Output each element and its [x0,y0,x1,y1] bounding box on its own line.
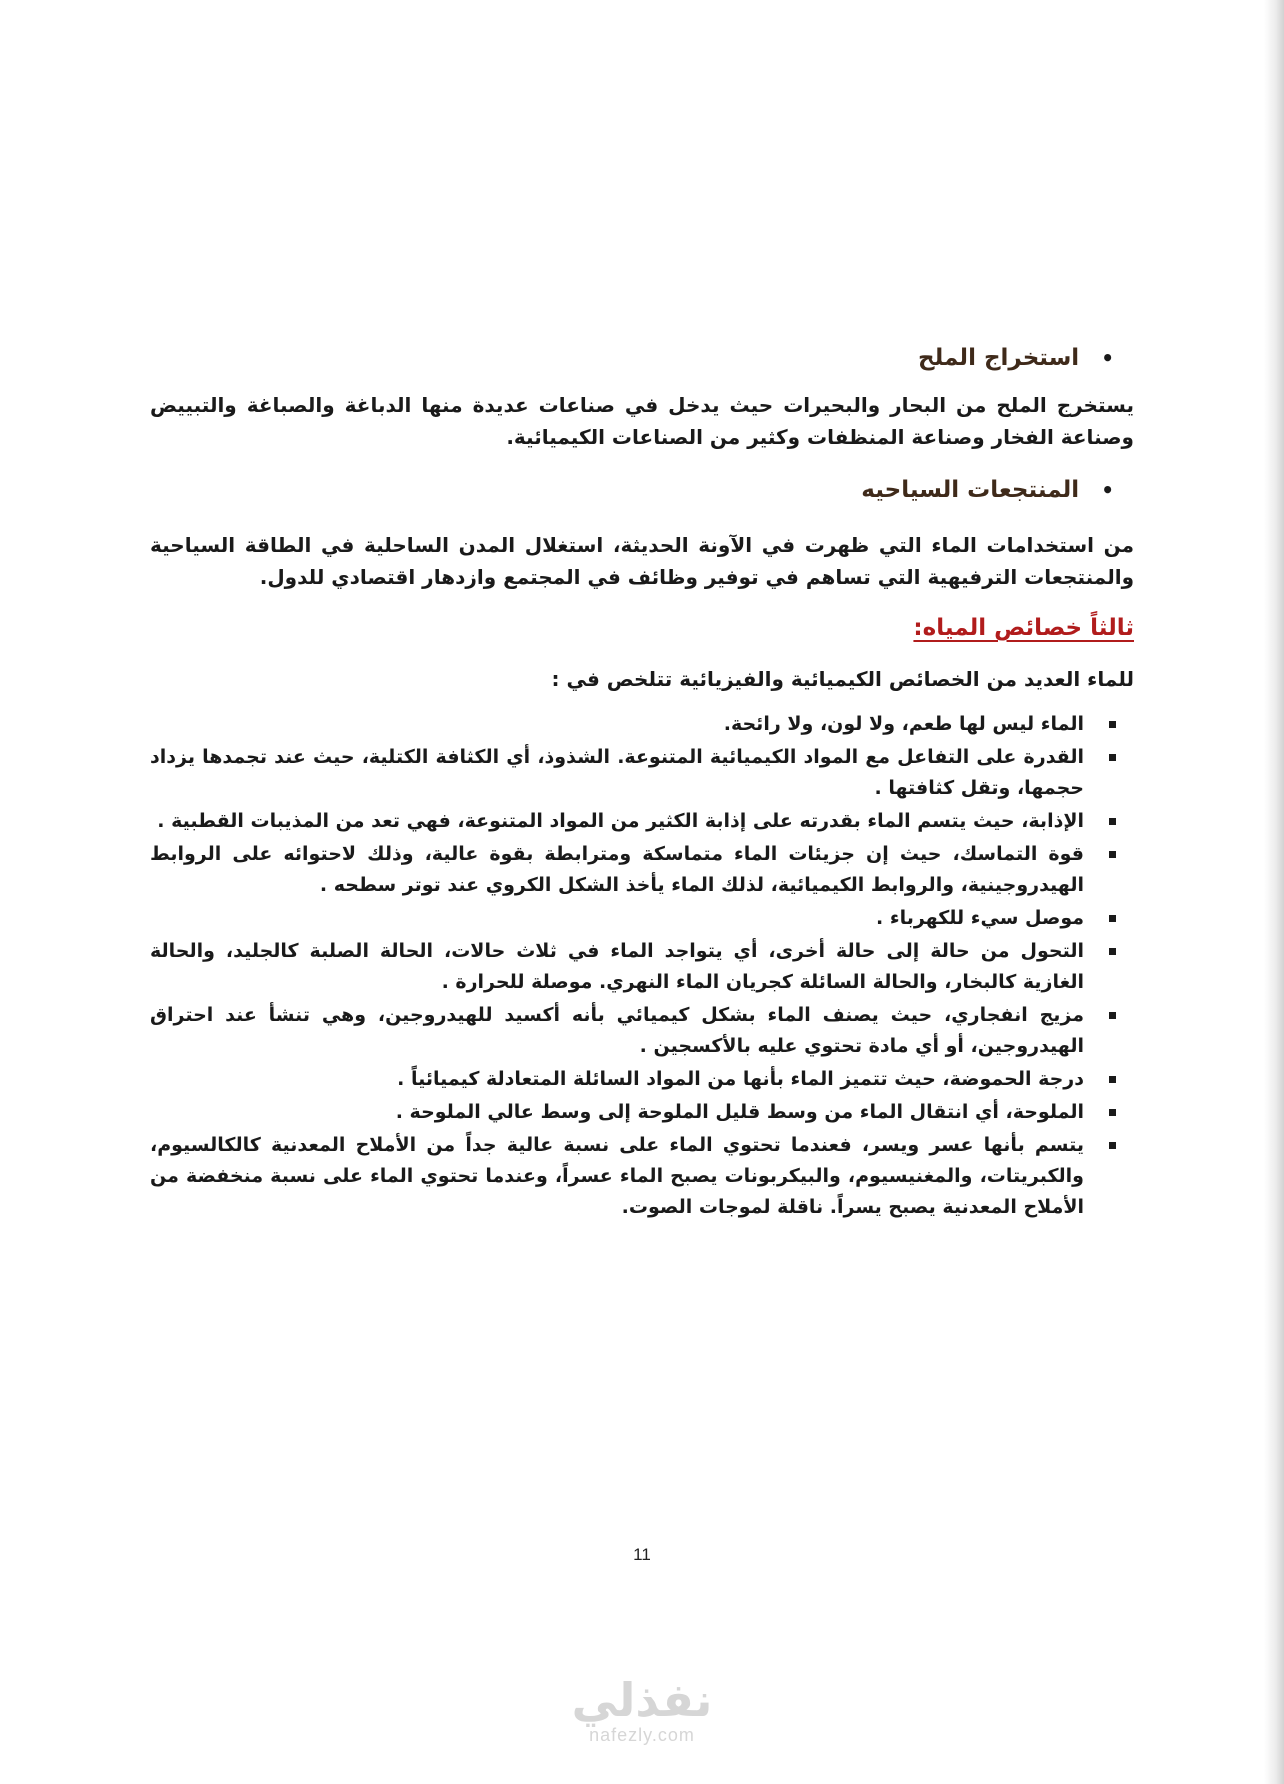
list-item: الماء ليس لها طعم، ولا لون، ولا رائحة. [150,709,1084,740]
list-item: مزيج انفجاري، حيث يصنف الماء بشكل كيميائي بأنه أكسيد للهيدروجين، وهي تنشأ عند احتراق الهيدروجين، أو أي مادة تحتوي عليه بالأكسجين . [150,1000,1084,1062]
list-item: قوة التماسك، حيث إن جزيئات الماء متماسكة ومترابطة بقوة عالية، وذلك لاحتوائه على الروابط الهيدروجينية، والروابط الكيميائية، لذلك الماء يأخذ الشكل الكروي عند توتر سطحه . [150,839,1084,901]
page-number: 11 [633,1545,651,1564]
list-item: الملوحة، أي انتقال الماء من وسط قليل الملوحة إلى وسط عالي الملوحة . [150,1097,1084,1128]
square-bullet-icon [1109,1109,1116,1116]
square-bullet-icon [1109,721,1116,728]
list-item: الإذابة، حيث يتسم الماء بقدرته على إذابة الكثير من المواد المتنوعة، فهي تعد من المذيبات القطبية . [150,806,1084,837]
bullet-icon: • [1101,478,1114,502]
heading-tourist-resorts [150,477,1114,503]
square-bullet-icon [1109,818,1116,825]
paragraph-tourist-resorts: من استخدامات الماء التي ظهرت في الآونة الحديثة، استغلال المدن الساحلية في الطاقة السياحية والمنتجعات الترفيهية التي تساهم في توفير وظائف في المجتمع وازدهار اقتصادي للدول. [150,533,1134,589]
list-item: موصل سيء للكهرباء . [150,903,1084,934]
square-bullet-icon [1109,851,1116,858]
heading-salt-extraction [150,345,1114,371]
square-bullet-icon [1109,1142,1116,1149]
square-bullet-icon [1109,1076,1116,1083]
watermark-arabic: نفذلي [571,1673,713,1727]
watermark-latin: nafezly.com [589,1725,695,1745]
properties-list [150,709,1134,1223]
paragraph-salt-extraction: يستخرج الملح من البحار والبحيرات حيث يدخل في صناعات عديدة منها الدباغة والصباغة والتبييض وصناعة الفخار وصناعة المنظفات وكثير من الصناعات الكيميائية. [150,393,1134,449]
heading-salt-extraction-text: استخراج الملح [918,345,1080,371]
square-bullet-icon [1109,754,1116,761]
list-item: القدرة على التفاعل مع المواد الكيميائية المتنوعة. الشذوذ، أي الكثافة الكتلية، حيث عند تجمدها يزداد حجمها، وتقل كثافتها . [150,742,1084,804]
heading-tourist-resorts-text: المنتجعات السياحيه [861,477,1080,503]
properties-intro: للماء العديد من الخصائص الكيميائية والفيزيائية تتلخص في : [551,667,1134,691]
square-bullet-icon [1109,948,1116,955]
square-bullet-icon [1109,915,1116,922]
list-item: درجة الحموضة، حيث تتميز الماء بأنها من المواد السائلة المتعادلة كيميائياً . [150,1064,1084,1095]
document-page [150,345,1134,1225]
page-edge-shadow [1264,0,1284,1784]
section-title-water-properties: ثالثاً خصائص المياه: [913,615,1134,641]
list-item: التحول من حالة إلى حالة أخرى، أي يتواجد الماء في ثلاث حالات، الحالة الصلبة كالجليد، والحالة الغازية كالبخار، والحالة السائلة كجريان الماء النهري. موصلة للحرارة . [150,936,1084,998]
list-item: يتسم بأنها عسر ويسر، فعندما تحتوي الماء على نسبة عالية جداً من الأملاح المعدنية كالكالسيوم، والكبريتات، والمغنيسيوم، والبيكربونات يصبح الماء عسراً، وعندما تحتوي الماء على نسبة منخفضة من الأملاح المعدنية يصبح يسراً. ناقلة لموجات الصوت. [150,1130,1084,1223]
watermark-logo [562,1675,722,1746]
bullet-icon: • [1101,346,1114,370]
square-bullet-icon [1109,1012,1116,1019]
